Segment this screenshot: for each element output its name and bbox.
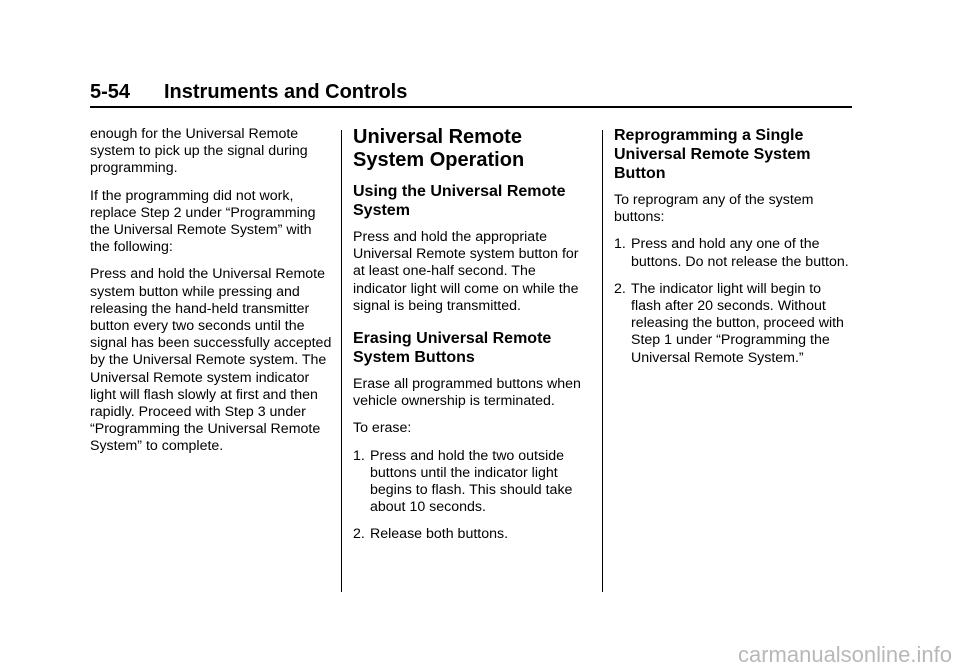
header-text [90, 80, 852, 104]
column-divider [341, 130, 342, 592]
step-number: 2. [353, 526, 365, 543]
step-text: Press and hold any one of the buttons. Do not release the button. [631, 236, 849, 270]
paragraph: Press and hold the Universal Remote system button while pressing and releasing the hand-held transmitter button every two seconds until the signal has been successfully accepted by the Universal Remote system. The Universal Remote system indicator light will flash slowly at first and then rapidly. Proceed with Step 3 under “Programming the Universal Remote System” to complete. [90, 266, 332, 455]
column-1 [90, 126, 332, 466]
paragraph: Press and hold the appropriate Universal Remote system button for at least one-half second. The indicator light will come on while the signal is being transmitted. [353, 229, 579, 314]
page-number: 5-54 [90, 81, 131, 103]
paragraph: To erase: [353, 420, 412, 437]
step-number: 1. [353, 447, 365, 464]
column-divider [602, 130, 603, 592]
subsection-heading: Reprogramming a Single Universal Remote System Button [614, 127, 811, 182]
paragraph: enough for the Universal Remote system to pick up the signal during programming. [90, 126, 308, 177]
column-2 [353, 126, 593, 554]
list-item [353, 448, 593, 517]
subsection-heading: Erasing Universal Remote System Buttons [353, 330, 552, 367]
page-header [90, 80, 852, 104]
paragraph: To reprogram any of the system buttons: [614, 192, 814, 226]
paragraph: Erase all programmed buttons when vehicle ownership is terminated. [353, 376, 581, 410]
paragraph: If the programming did not work, replace Step 2 under “Programming the Universal Remote System” with the following: [90, 187, 316, 256]
list-item [614, 281, 854, 367]
column-3 [614, 126, 854, 377]
list-item [353, 526, 593, 543]
steps-list [614, 236, 854, 366]
step-text: Release both buttons. [370, 526, 509, 543]
step-number: 1. [614, 236, 626, 253]
step-text: Press and hold the two outside buttons until the indicator light begins to flash. This should take about 10 seconds. [370, 447, 573, 516]
step-number: 2. [614, 280, 626, 297]
section-heading: Universal Remote System Operation [353, 126, 525, 171]
section-title: Instruments and Controls [164, 81, 408, 103]
step-text: The indicator light will begin to flash after 20 seconds. Without releasing the button, proceed with Step 1 under “Programming the Universal Remote System.” [631, 280, 844, 366]
steps-list [353, 448, 593, 544]
watermark: carmanualsonline.info [737, 642, 952, 667]
subsection-heading: Using the Universal Remote System [353, 183, 566, 219]
header-rule [90, 106, 852, 108]
list-item [614, 236, 854, 270]
